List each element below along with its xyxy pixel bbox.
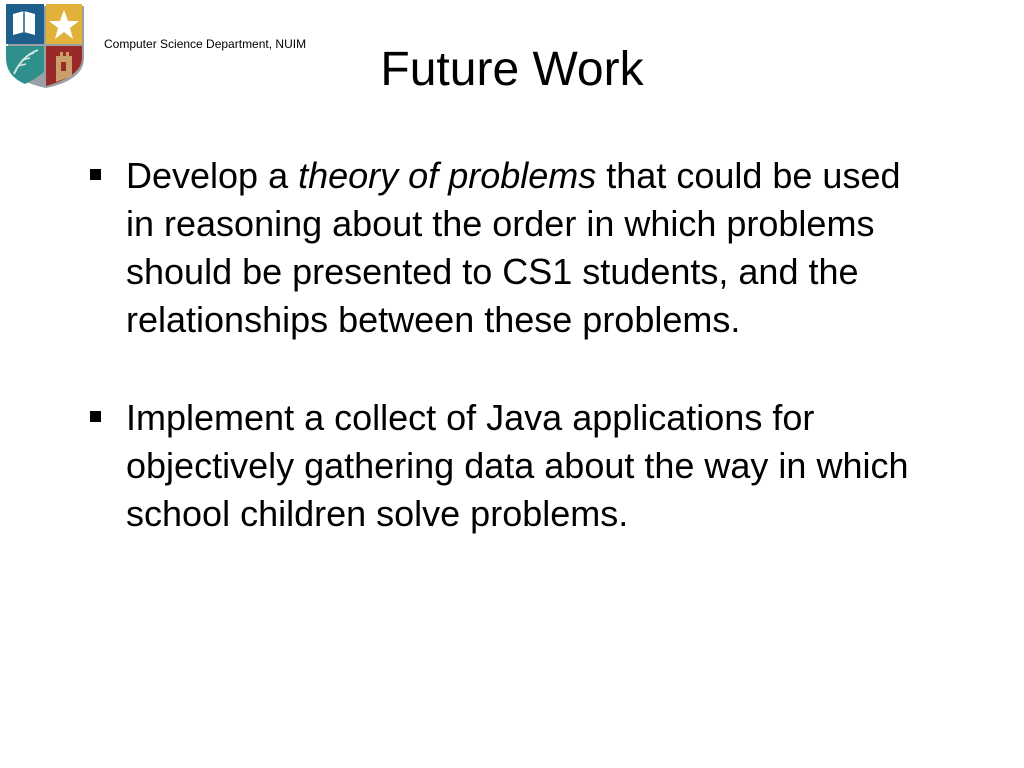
bullet-item-java xyxy=(90,394,910,538)
department-label: Computer Science Department, NUIM xyxy=(104,37,307,51)
bullet-emphasis: theory of problems xyxy=(298,155,597,196)
bullet-item-theory xyxy=(90,152,910,344)
bullet-text: Implement a collect of Java applications for objectively gathering data about the way in which school children solve problems. xyxy=(126,397,909,534)
bullet-list xyxy=(90,152,910,538)
square-bullet-icon xyxy=(90,411,101,422)
square-bullet-icon xyxy=(90,169,101,180)
bullet-text-before: Develop a xyxy=(126,155,299,196)
slide-title: Future Work xyxy=(380,43,644,96)
bullet-text-after: that could be used in reasoning about the order in which problems should be presented to CS1 students, and the relationships between these problems. xyxy=(126,155,901,340)
